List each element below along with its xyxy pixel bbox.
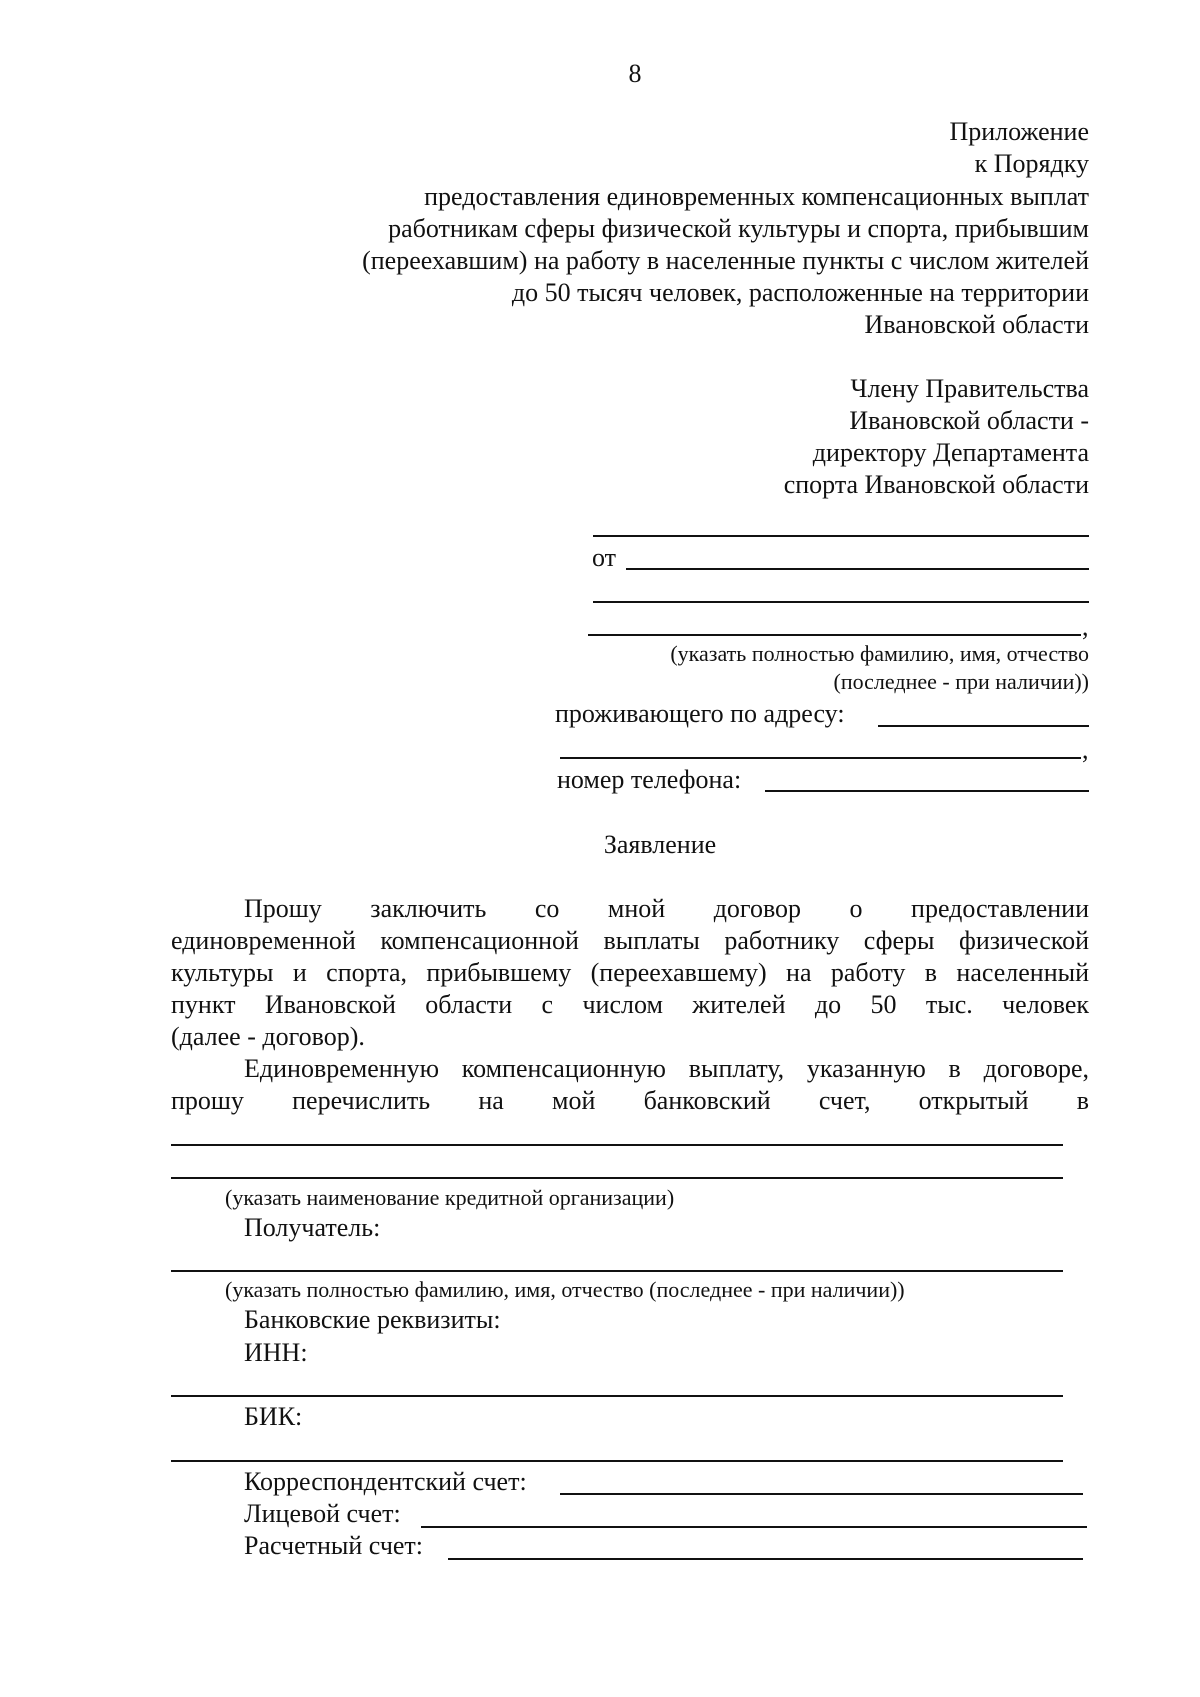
- appendix-line: к Порядку: [974, 149, 1089, 178]
- appendix-line: (переехавшим) на работу в населенные пункты с числом жителей: [362, 246, 1089, 275]
- address-line-2[interactable]: [560, 757, 1081, 759]
- credit-org-line[interactable]: [171, 1144, 1063, 1146]
- bik-label: БИК:: [244, 1402, 303, 1431]
- applicant-name-line[interactable]: [626, 568, 1089, 570]
- appendix-line: предоставления единовременных компенсационных выплат: [424, 182, 1089, 211]
- corr-account-label: Корреспондентский счет:: [244, 1467, 527, 1496]
- inn-label: ИНН:: [244, 1338, 308, 1367]
- recipient-label: Получатель:: [244, 1213, 381, 1242]
- credit-org-line-2[interactable]: [171, 1177, 1063, 1179]
- recipient-hint: (указать полностью фамилию, имя, отчество (последнее - при наличии)): [225, 1277, 905, 1302]
- statement-title: Заявление: [603, 830, 717, 859]
- phone-line[interactable]: [765, 790, 1089, 792]
- inn-line[interactable]: [171, 1395, 1063, 1397]
- comma: ,: [1082, 612, 1089, 641]
- settlement-account-line[interactable]: [448, 1558, 1083, 1560]
- paragraph-line: культуры и спорта, прибывшему (переехавшему) на работу в населенный: [171, 958, 1089, 987]
- page-number: 8: [628, 59, 642, 88]
- recipient-line[interactable]: [171, 1270, 1063, 1272]
- bik-line[interactable]: [171, 1460, 1063, 1462]
- comma: ,: [1082, 735, 1089, 764]
- personal-account-line[interactable]: [421, 1526, 1087, 1528]
- phone-label: номер телефона:: [557, 765, 742, 794]
- appendix-line: Приложение: [949, 117, 1089, 146]
- fio-hint: (последнее - при наличии)): [833, 669, 1089, 694]
- applicant-name-line-3[interactable]: [588, 634, 1081, 636]
- addressee-line: Члену Правительства: [850, 374, 1089, 403]
- address-line[interactable]: [878, 725, 1089, 727]
- paragraph-line: (далее - договор).: [171, 1022, 365, 1051]
- addressee-line: спорта Ивановской области: [783, 470, 1089, 499]
- applicant-name-line-2[interactable]: [593, 601, 1089, 603]
- paragraph-line: пункт Ивановской области с числом жителей до 50 тыс. человек: [171, 990, 1089, 1019]
- addressee-line: Ивановской области -: [849, 406, 1089, 435]
- paragraph-line: единовременной компенсационной выплаты работнику сферы физической: [171, 926, 1089, 955]
- paragraph-line: Единовременную компенсационную выплату, указанную в договоре,: [244, 1054, 1089, 1083]
- appendix-line: Ивановской области: [864, 310, 1089, 339]
- appendix-line: работникам сферы физической культуры и спорта, прибывшим: [388, 214, 1089, 243]
- personal-account-label: Лицевой счет:: [244, 1499, 401, 1528]
- paragraph-line: Прошу заключить со мной договор о предоставлении: [244, 894, 1089, 923]
- credit-org-hint: (указать наименование кредитной организации): [225, 1185, 675, 1210]
- address-label: проживающего по адресу:: [555, 699, 845, 728]
- appendix-line: до 50 тысяч человек, расположенные на территории: [511, 278, 1089, 307]
- requisites-label: Банковские реквизиты:: [244, 1305, 501, 1334]
- fio-hint: (указать полностью фамилию, имя, отчество: [670, 641, 1089, 666]
- paragraph-line: прошу перечислить на мой банковский счет, открытый в: [171, 1086, 1089, 1115]
- from-label: от: [592, 543, 617, 572]
- corr-account-line[interactable]: [560, 1493, 1083, 1495]
- addressee-line: директору Департамента: [812, 438, 1089, 467]
- applicant-blank-line[interactable]: [593, 535, 1089, 537]
- settlement-account-label: Расчетный счет:: [244, 1531, 424, 1560]
